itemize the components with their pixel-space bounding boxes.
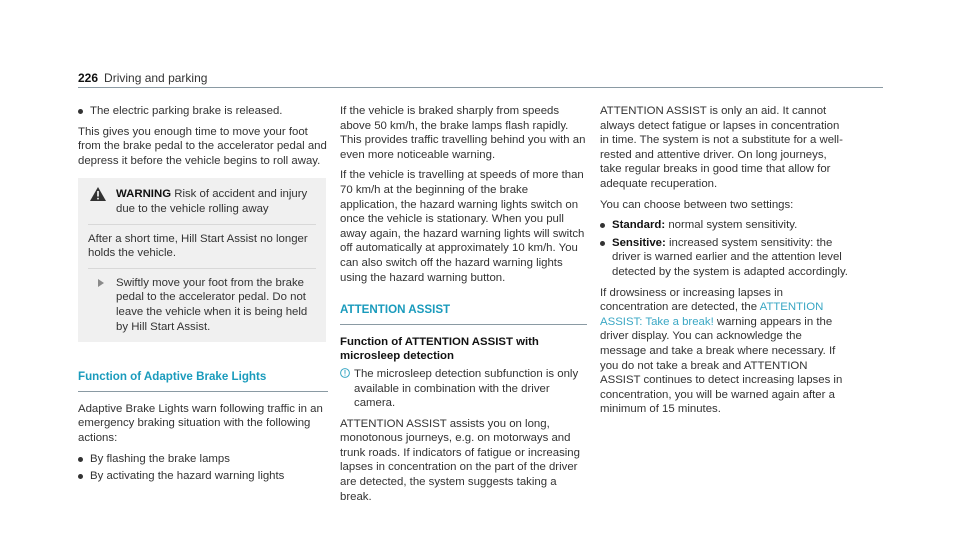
column-3 <box>600 104 850 423</box>
bullet-dot-icon <box>78 474 83 479</box>
setting-text: increased system sensitivity: the driver is warned earlier and the attention level detected by the system is adapted accordingly. <box>612 236 848 278</box>
setting-text: normal system sensitivity. <box>665 219 798 232</box>
paragraph: If the vehicle is travelling at speeds of more than 70 km/h at the beginning of the brake application, the hazard warning lights switch on once the vehicle is stationary. When you pull away again, the hazard warning lights will switch off automatically at approximately 10 km/h. You can also switch off the hazard warning lights using the hazard warning button. <box>340 169 585 284</box>
bullet-list-2 <box>78 452 328 484</box>
warning-label: WARNING <box>116 188 172 201</box>
play-arrow-icon <box>98 279 104 287</box>
paragraph: ATTENTION ASSIST assists you on long, monotonous journeys, e.g. on motorways and trunk roads. If indicators of fatigue or increasing lapses in concentration on the part of the driver are detected, the system suggests taking a break. <box>340 417 580 503</box>
section-title: ATTENTION ASSIST <box>340 303 451 317</box>
text-run: If drowsiness or increasing lapses in concentration are detected, the <box>600 286 783 314</box>
bullet-dot-icon <box>600 241 605 246</box>
subheading: Function of ATTENTION ASSIST with microsleep detection <box>340 335 539 363</box>
note-text: The microsleep detection subfunction is only available in combination with the driver camera. <box>354 367 579 410</box>
list-item <box>600 236 850 280</box>
bullet-dot-icon <box>78 109 83 114</box>
list-item <box>78 104 328 119</box>
column-1 <box>78 104 328 490</box>
bullet-text: By flashing the brake lamps <box>90 452 230 465</box>
list-item <box>78 452 328 467</box>
setting-label: Standard: <box>612 219 666 232</box>
page-number: 226 <box>78 71 99 85</box>
paragraph: If the vehicle is braked sharply from speeds above 50 km/h, the brake lamps flash rapidly. This provides traffic travelling behind you with an even more noticeable warning. <box>340 105 586 161</box>
paragraph: ATTENTION ASSIST is only an aid. It cannot always detect fatigue or lapses in concentration in time. The system is not a substitute for a well-rested and attentive driver. On long journeys, take regular breaks in good time that allow for adequate recuperation. <box>600 105 843 190</box>
bullet-text: The electric parking brake is released. <box>90 105 283 117</box>
display-message: ATTENTION ASSIST: Take a break! <box>600 301 824 328</box>
paragraph: Adaptive Brake Lights warn following traffic in an emergency braking situation with the following actions: <box>78 402 323 444</box>
bullet-list-1 <box>78 104 328 119</box>
warning-divider <box>88 224 316 225</box>
warning-body: After a short time, Hill Start Assist no longer holds the vehicle. <box>88 232 308 260</box>
info-icon <box>340 368 350 378</box>
list-item <box>600 218 850 233</box>
warning-title: Risk of accident and injury due to the vehicle rolling away <box>116 188 308 215</box>
bullet-text: By activating the hazard warning lights <box>90 470 285 483</box>
paragraph: This gives you enough time to move your foot from the brake pedal to the accelerator pedal and depress it before the vehicle begins to roll away. <box>78 125 327 167</box>
page-header <box>78 71 207 86</box>
running-title: Driving and parking <box>104 71 208 85</box>
warning-triangle-icon <box>90 187 106 201</box>
warning-box <box>78 178 326 342</box>
settings-list <box>600 218 850 279</box>
header-divider <box>78 87 883 88</box>
note <box>340 367 587 411</box>
bullet-dot-icon <box>78 457 83 462</box>
bullet-dot-icon <box>600 223 605 228</box>
list-item <box>78 469 328 484</box>
warning-action <box>88 276 316 334</box>
section-title: Function of Adaptive Brake Lights <box>78 370 267 384</box>
text-run: warning appears in the driver display. You can acknowledge the message and take a break where necessary. If you do not take a break and ATTENTION ASSIST continues to detect increasing lapses in concentration, you will be warned again after a minimum of 15 minutes. <box>600 315 843 416</box>
warning-action-text: Swiftly move your foot from the brake pedal to the accelerator pedal. Do not leave the vehicle when it is being held by Hill Start Assist. <box>116 276 308 333</box>
warning-divider <box>88 268 316 269</box>
warning-header <box>88 187 316 216</box>
section-divider <box>78 391 328 392</box>
section-divider <box>340 324 587 325</box>
setting-label: Sensitive: <box>612 236 666 249</box>
paragraph: You can choose between two settings: <box>600 198 794 211</box>
column-2 <box>340 104 587 510</box>
paragraph <box>600 286 850 417</box>
